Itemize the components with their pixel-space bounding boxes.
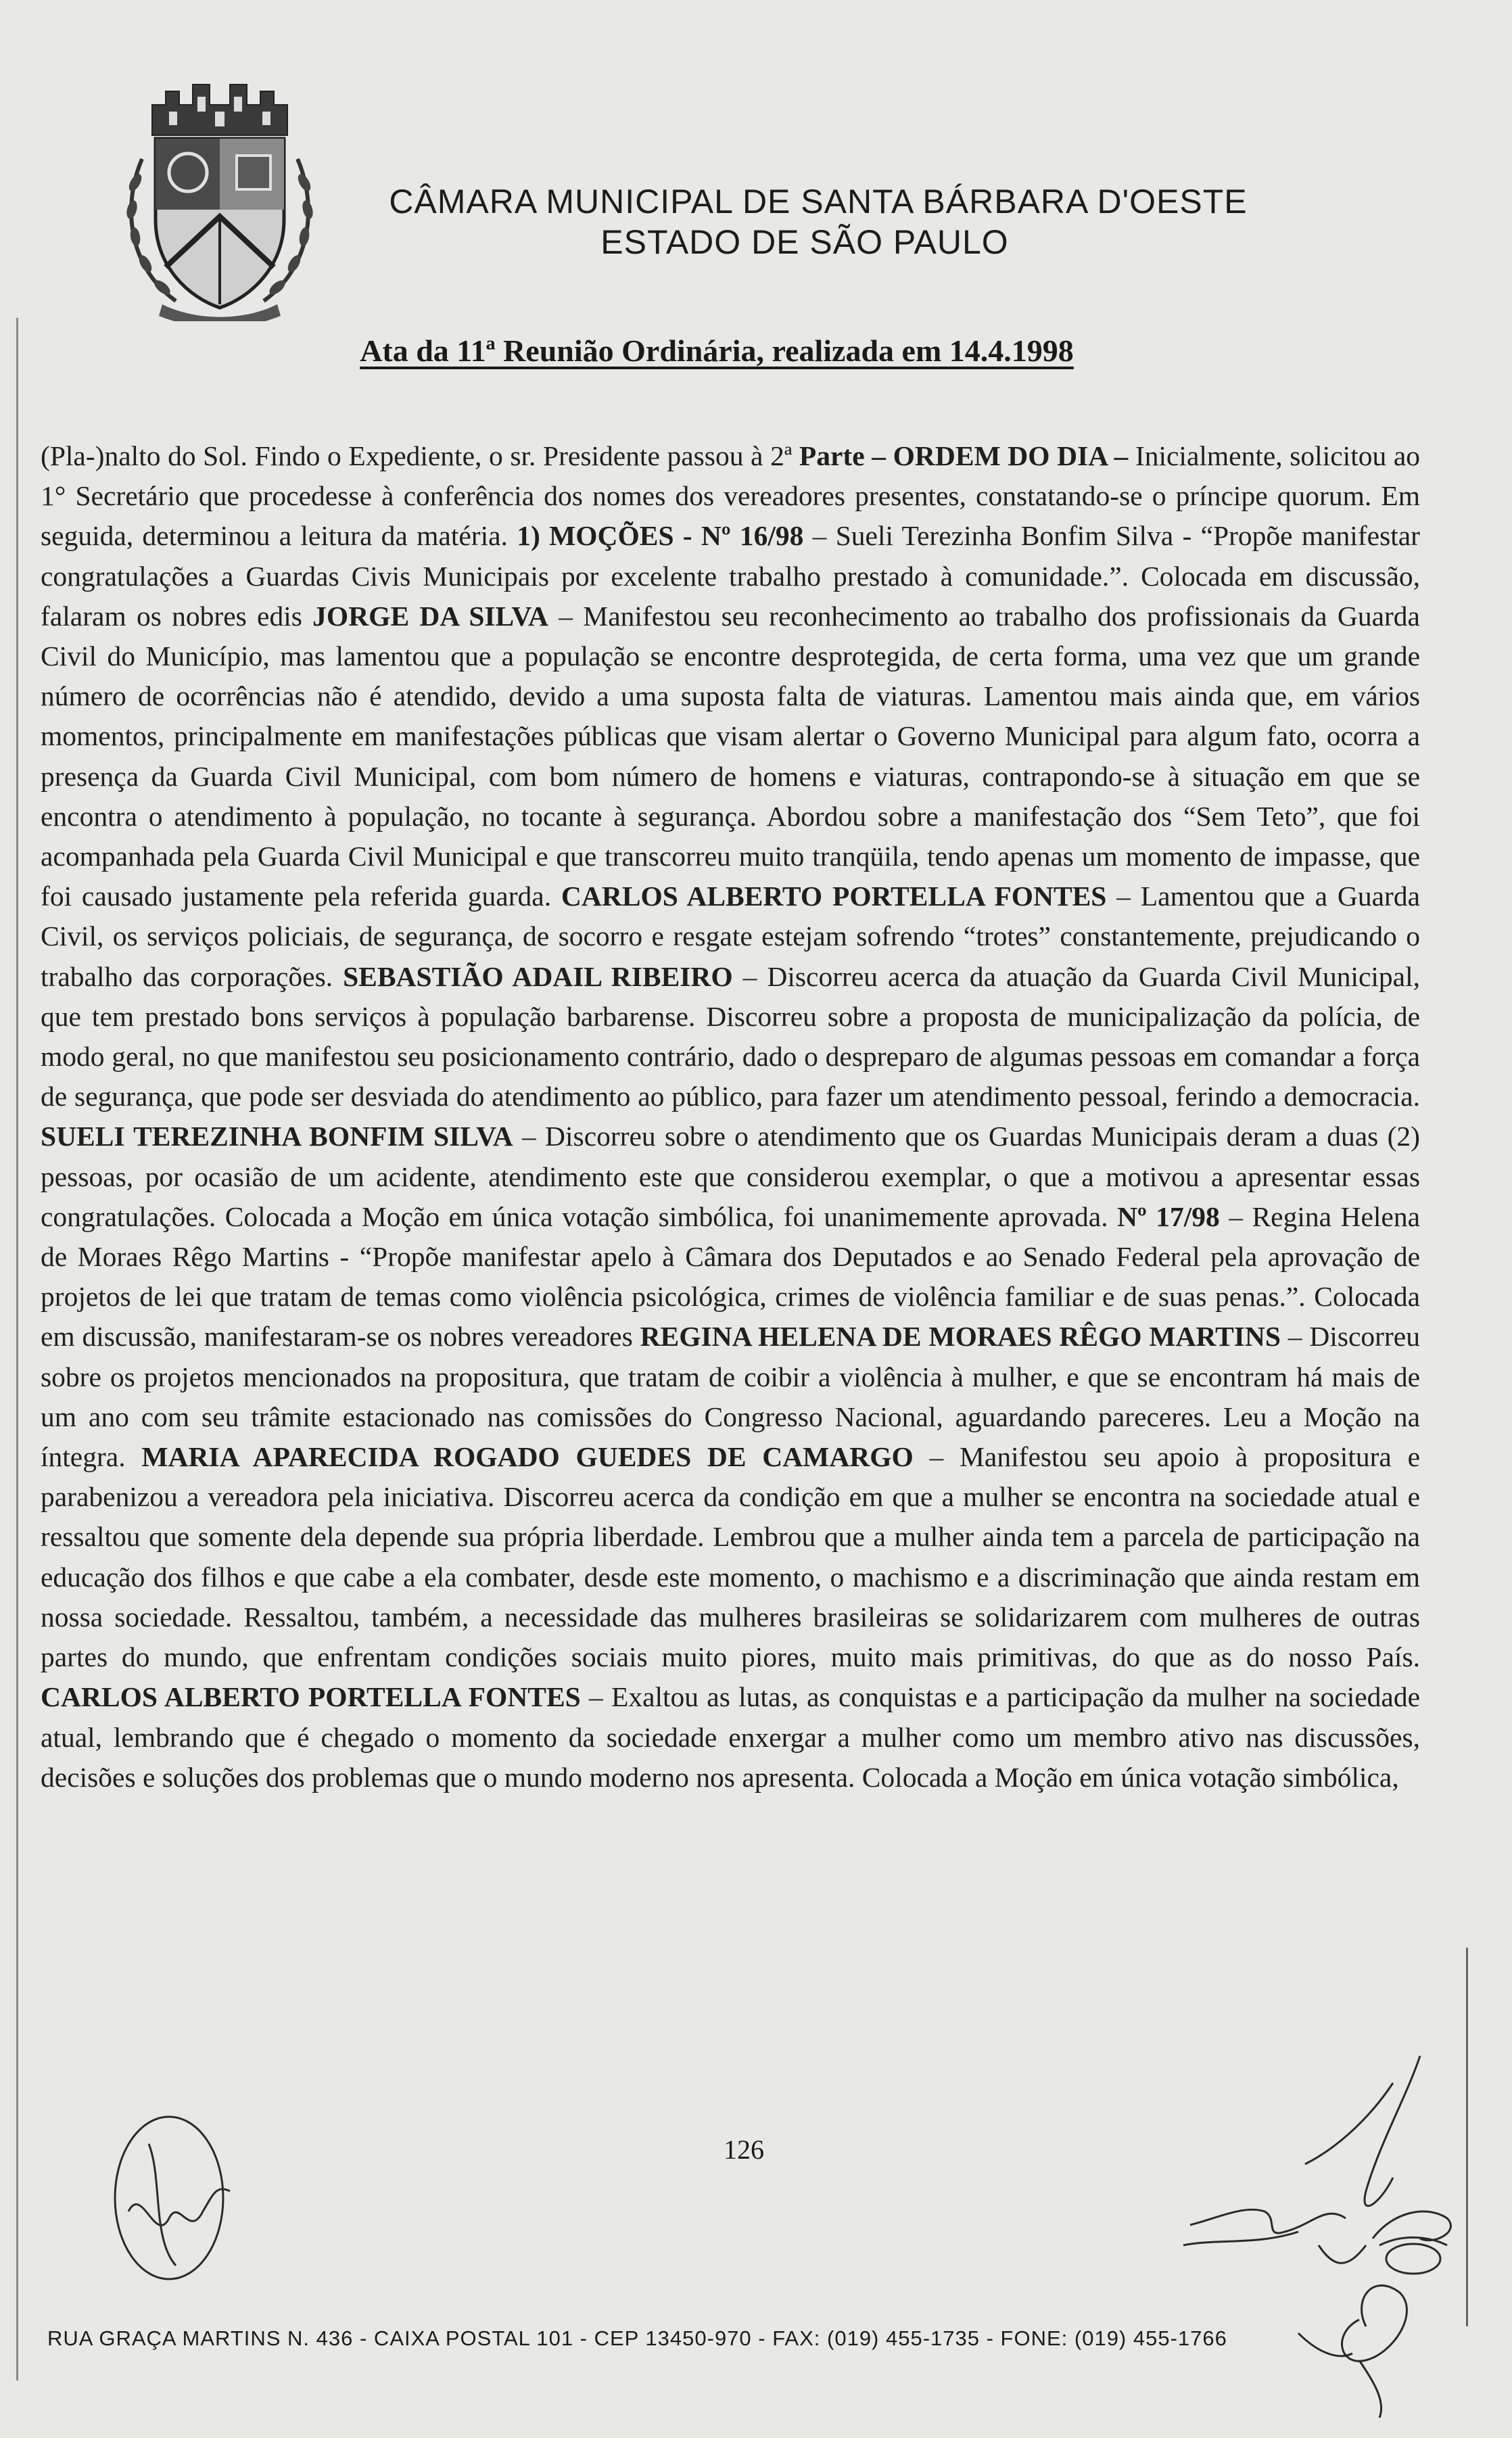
speaker-or-item-heading: 1) MOÇÕES - Nº 16/98 [517, 520, 804, 552]
minutes-text-run: (Pla-)nalto do Sol. Findo o Expediente, o sr. Presidente passou à 2ª [41, 440, 799, 471]
minutes-text-run: – Regina Helena de Moraes Rêgo Martins - “Propõe manifestar apelo à Câmara dos Deputados e ao Senado Federal pela aprovação de projetos de lei que tratam de temas como violência psicológica, crimes de violência familiar e de suas penas.”. Colocada em discussão, manifestaram-se os nobres vereadores [41, 1200, 1421, 1353]
speaker-or-item-heading: CARLOS ALBERTO PORTELLA FONTES [561, 881, 1107, 912]
state-name: ESTADO DE SÃO PAULO [600, 223, 1009, 261]
speaker-or-item-heading: REGINA HELENA DE MORAES RÊGO MARTINS [640, 1321, 1281, 1353]
speaker-or-item-heading: Nº 17/98 [1117, 1200, 1220, 1232]
minutes-text-run: – Discorreu sobre o atendimento que os Guardas Municipais deram a duas (2) pessoas, por ocasião de um acidente, atendimento este que considerou exemplar, o que a motivou a apresentar essas congratulações. Colocada a Moção em única votação simbólica, foi unanimemente aprovada. [41, 1121, 1420, 1232]
speaker-or-item-heading: JORGE DA SILVA [312, 600, 549, 632]
minutes-text-run: – Discorreu sobre os projetos mencionados na propositura, que tratam de coibir a violência à mulher, e que se encontram há mais de um ano com seu trâmite estacionado nas comissões do Congresso Nacional, aguardando pareceres. Leu a Moção na íntegra. [41, 1321, 1420, 1473]
signature-right-icon [1163, 2042, 1474, 2421]
minutes-title: Ata da 11ª Reunião Ordinária, realizada em 14.4.1998 [360, 333, 1074, 368]
signature-left-icon [88, 2083, 264, 2286]
minutes-paragraph [41, 436, 1420, 1798]
speaker-or-item-heading: Parte – ORDEM DO DIA – [799, 440, 1129, 471]
margin-rule-left [16, 318, 18, 2381]
minutes-text-run: – Manifestou seu apoio à propositura e parabenizou a vereadora pela iniciativa. Discorreu acerca da condição em que a mulher se encontra na sociedade atual e ressaltou que somente dela depende sua própria liberdade. Lembrou que a mulher ainda tem a parcela de participação na educação dos filhos e que cabe a ela combater, desde este momento, o machismo e a discriminação que ainda restam em nossa sociedade. Ressaltou, também, a necessidade das mulheres brasileiras se solidarizarem com mulheres de outras partes do mundo, que enfrentam condições sociais muito piores, muito mais primitivas, do que as do nosso País. [41, 1441, 1420, 1673]
speaker-or-item-heading: CARLOS ALBERTO PORTELLA FONTES [41, 1681, 581, 1713]
organization-name: CÂMARA MUNICIPAL DE SANTA BÁRBARA D'OESTE [389, 183, 1248, 220]
minutes-text-run: – Manifestou seu reconhecimento ao trabalho dos profissionais da Guarda Civil do Município, mas lamentou que a população se encontre desprotegida, de certa forma, uma vez que um grande número de ocorrências não é atendido, devido a uma suposta falta de viaturas. Lamentou mais ainda que, em vários momentos, principalmente em manifestações públicas que visam alertar o Governo Municipal para algum fato, ocorra a presença da Guarda Civil Municipal, com bom número de homens e viaturas, contrapondo-se à situação em que se encontra o atendimento à população, no tocante à segurança. Abordou sobre a manifestação dos “Sem Teto”, que foi acompanhada pela Guarda Civil Municipal e que transcorreu muito tranqüila, tendo apenas um momento de impasse, que foi causado justamente pela referida guarda. [41, 600, 1420, 912]
coat-of-arms-icon [115, 64, 325, 321]
minutes-text-run: – Discorreu acerca da atuação da Guarda Civil Municipal, que tem prestado bons serviços à população barbarense. Discorreu sobre a proposta de municipalização da polícia, de modo geral, no que manifestou seu posicionamento contrário, dado o despreparo de algumas pessoas em comandar a força de segurança, que pode ser desviada do atendimento ao público, para fazer um atendimento pessoal, ferindo a democracia. [41, 960, 1420, 1112]
letterhead [379, 181, 1258, 262]
speaker-or-item-heading: MARIA APARECIDA ROGADO GUEDES DE CAMARGO [141, 1441, 914, 1473]
speaker-or-item-heading: SEBASTIÃO ADAIL RIBEIRO [343, 960, 733, 992]
footer-address: RUA GRAÇA MARTINS N. 436 - CAIXA POSTAL 101 - CEP 13450-970 - FAX: (019) 455-1735 - FONE: (019) 455-1766 [47, 2326, 1227, 2350]
speaker-or-item-heading: SUELI TEREZINHA BONFIM SILVA [41, 1121, 513, 1152]
minutes-body [41, 436, 1420, 1798]
minutes-text-run: Inicialmente, solicitou ao 1° Secretário que procedesse à conferência dos nomes dos vereadores presentes, constatando-se o príncipe quorum. Em seguida, determinou a leitura da matéria. [41, 440, 1420, 552]
minutes-text-run: – Exaltou as lutas, as conquistas e a participação da mulher na sociedade atual, lembrando que é chegado o momento da sociedade enxergar a mulher como um membro ativo nas discussões, decisões e soluções dos problemas que o mundo moderno nos apresenta. Colocada a Moção em única votação simbólica, [41, 1681, 1420, 1793]
minutes-text-run: – Sueli Terezinha Bonfim Silva - “Propõe manifestar congratulações a Guardas Civis Municipais por excelente trabalho prestado à comunidade.”. Colocada em discussão, falaram os nobres edis [41, 520, 1420, 632]
minutes-text-run: – Lamentou que a Guarda Civil, os serviços policiais, de segurança, de socorro e resgate estejam sofrendo “trotes” constantemente, prejudicando o trabalho das corporações. [41, 881, 1420, 992]
page-number: 126 [724, 2134, 764, 2165]
